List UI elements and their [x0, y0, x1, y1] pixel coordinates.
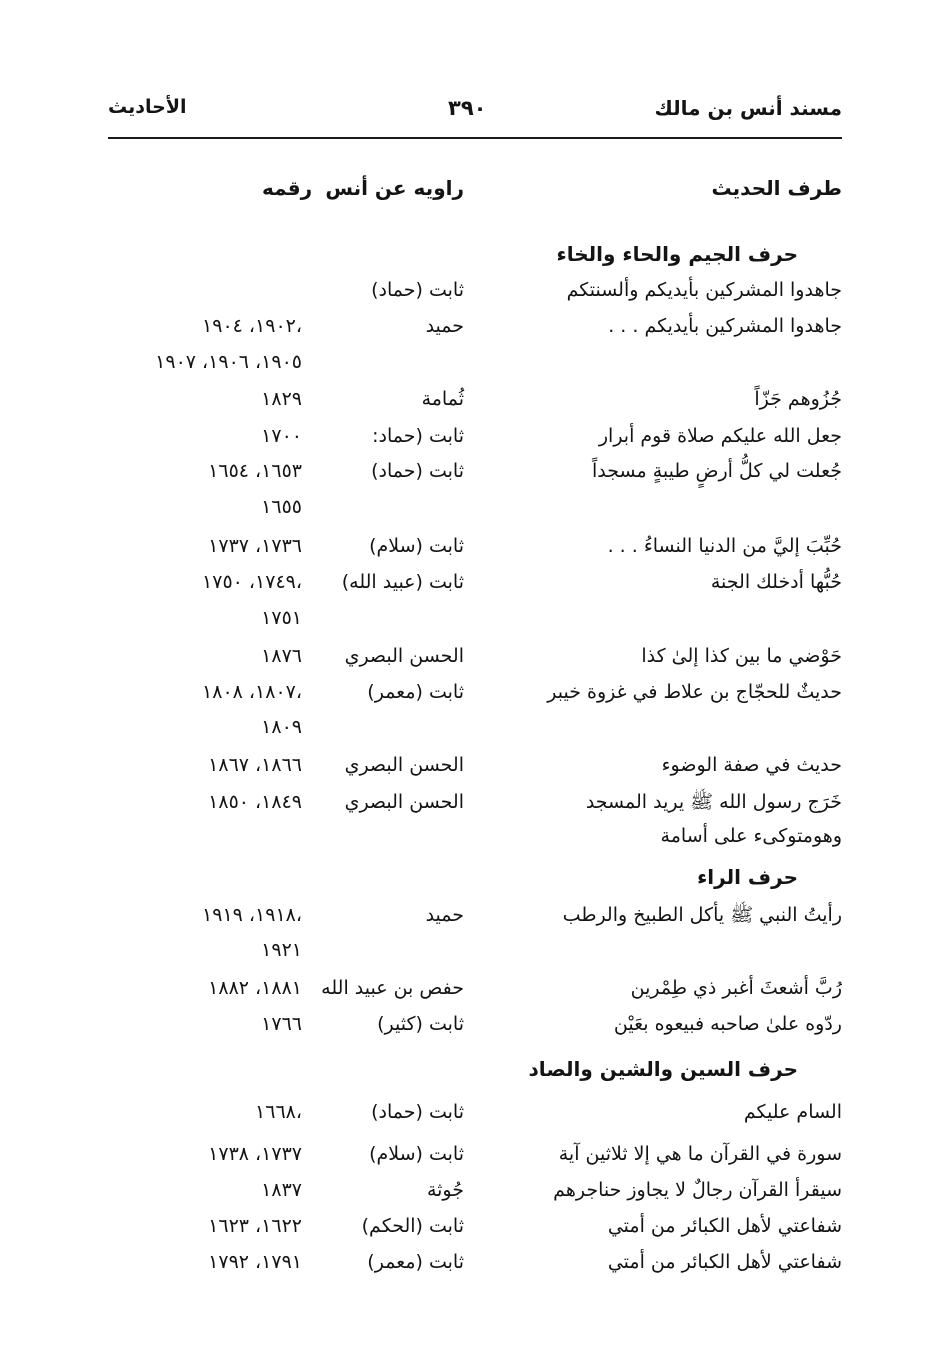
narrator-text: ثابت (حماد: — [372, 425, 464, 447]
narrator-text: حميد — [425, 904, 464, 926]
index-row — [0, 934, 948, 966]
hadith-text: حديث في صفة الوضوء — [661, 754, 842, 776]
narrator-text: جُوثة — [426, 1179, 464, 1201]
index-row — [0, 383, 948, 415]
narrator-text: ثابت (عبيد الله) — [341, 571, 464, 593]
index-row — [0, 640, 948, 672]
index-row — [0, 676, 948, 708]
narrator-text: ثابت (كثير) — [377, 1013, 464, 1035]
hadith-text: السام عليكم — [743, 1101, 842, 1123]
index-row — [0, 711, 948, 743]
section-heading-row — [0, 1053, 948, 1085]
hadith-number: ١٧٩١، ١٧٩٢ — [208, 1251, 302, 1273]
index-row — [0, 749, 948, 781]
hadith-text: خَرَج رسول الله ﷺ يريد المسجد — [585, 791, 842, 813]
index-row — [0, 491, 948, 523]
column-header-narrator: راويه عن أنس — [325, 176, 464, 200]
hadith-number: ١٩٠٢، ١٩٠٤، — [202, 315, 302, 337]
book-title: مسند أنس بن مالك — [654, 96, 842, 120]
hadith-number: ١٨٠٧، ١٨٠٨، — [202, 681, 302, 703]
index-row — [0, 1008, 948, 1040]
narrator-text: ثابت (معمر) — [367, 1251, 464, 1273]
hadith-number: ١٧٦٦ — [261, 1013, 302, 1035]
running-header — [108, 96, 842, 132]
hadith-number: ١٨٣٧ — [261, 1179, 302, 1201]
hadith-text: حديثٌ للحجّاج بن علاط في غزوة خيبر — [547, 681, 842, 703]
hadith-number: ١٨٤٩، ١٨٥٠ — [208, 791, 302, 813]
hadith-number: ١٦٥٥ — [261, 496, 302, 518]
narrator-text: ثابت (سلام) — [369, 535, 464, 557]
index-row — [0, 1096, 948, 1128]
section-heading-row — [0, 861, 948, 893]
narrator-text: الحسن البصري — [344, 645, 464, 667]
hadith-text: حُبُّها أدخلك الجنة — [710, 571, 842, 593]
hadith-text: جاهدوا المشركين بأيديكم . . . — [608, 315, 842, 337]
hadith-text: ردّوه علىٰ صاحبه فبيعوه بعَيْن — [613, 1013, 842, 1035]
hadith-number: ١٩٠٥، ١٩٠٦، ١٩٠٧ — [155, 351, 302, 373]
index-row — [0, 530, 948, 562]
hadith-number: ١٨٢٩ — [261, 388, 302, 410]
hadith-text: شفاعتي لأهل الكبائر من أمتي — [607, 1251, 842, 1273]
section-heading: حرف الجيم والحاء والخاء — [556, 242, 798, 266]
hadith-number: ١٦٦٨، — [255, 1101, 302, 1123]
hadith-text: جُزُوهم جَزّاً — [754, 388, 842, 410]
index-row — [0, 820, 948, 852]
hadith-text: حَوْضي ما بين كذا إلىٰ كذا — [641, 645, 842, 667]
hadith-number: ١٧٠٠ — [261, 425, 302, 447]
hadith-number: ١٧٥١ — [261, 607, 302, 629]
index-row — [0, 899, 948, 931]
index-row — [0, 1138, 948, 1170]
narrator-text: حميد — [425, 315, 464, 337]
hadith-number: ١٨٨١، ١٨٨٢ — [208, 977, 302, 999]
index-row — [0, 566, 948, 598]
hadith-text: رُبَّ أشعثَ أغبر ذي طِمْرين — [630, 977, 842, 999]
hadith-text: جاهدوا المشركين بأيديكم وألسنتكم — [566, 279, 842, 301]
narrator-text: الحسن البصري — [344, 754, 464, 776]
hadith-number: ١٦٢٢، ١٦٢٣ — [208, 1215, 302, 1237]
index-row — [0, 972, 948, 1004]
narrator-text: ثابت (حماد) — [371, 1101, 464, 1123]
hadith-number: ١٧٣٦، ١٧٣٧ — [208, 535, 302, 557]
index-row — [0, 786, 948, 818]
hadith-number: ١٨٦٦، ١٨٦٧ — [208, 754, 302, 776]
narrator-text: ثابت (معمر) — [367, 681, 464, 703]
hadith-number: ١٦٥٣، ١٦٥٤ — [208, 460, 302, 482]
header-rule — [108, 137, 842, 139]
hadith-text: حُبِّبَ إليَّ من الدنيا النساءُ . . . — [607, 535, 842, 557]
index-row — [0, 346, 948, 378]
hadith-number: ١٧٣٧، ١٧٣٨ — [208, 1143, 302, 1165]
column-header-hadith: طرف الحديث — [711, 176, 842, 200]
section-heading-row — [0, 238, 948, 270]
hadith-number: ١٧٤٩، ١٧٥٠، — [202, 571, 302, 593]
section-heading: حرف السين والشين والصاد — [528, 1057, 798, 1081]
index-row — [0, 1174, 948, 1206]
narrator-text: حفص بن عبيد الله — [321, 977, 464, 999]
hadith-text: وهومتوكىء على أسامة — [660, 825, 842, 847]
section-heading: حرف الراء — [697, 865, 798, 889]
index-row — [0, 455, 948, 487]
index-row — [0, 1210, 948, 1242]
hadith-number: ١٩٢١ — [261, 939, 302, 961]
narrator-text: ثابت (الحكم) — [361, 1215, 464, 1237]
narrator-text: الحسن البصري — [344, 791, 464, 813]
section-title: الأحاديث — [108, 96, 187, 118]
hadith-text: سورة في القرآن ما هي إلا ثلاثين آية — [558, 1143, 842, 1165]
index-row — [0, 420, 948, 452]
index-row — [0, 1246, 948, 1278]
hadith-number: ١٨٧٦ — [261, 645, 302, 667]
index-row — [0, 602, 948, 634]
hadith-text: رأيتُ النبي ﷺ يأكل الطبيخ والرطب — [562, 904, 842, 926]
hadith-number: ١٩١٨، ١٩١٩، — [202, 904, 302, 926]
narrator-text: ثابت (سلام) — [369, 1143, 464, 1165]
index-row — [0, 274, 948, 306]
hadith-text: جعل الله عليكم صلاة قوم أبرار — [598, 425, 842, 447]
hadith-text: جُعلت لي كلُّ أرضٍ طيبةٍ مسجداً — [592, 460, 842, 482]
narrator-text: ثابت (حماد) — [371, 279, 464, 301]
narrator-text: ثابت (حماد) — [371, 460, 464, 482]
column-header-number: رقمه — [262, 176, 313, 200]
hadith-text: شفاعتي لأهل الكبائر من أمتي — [607, 1215, 842, 1237]
narrator-text: ثُمامة — [421, 388, 464, 410]
index-row — [0, 310, 948, 342]
page-number: ٣٩٠ — [448, 96, 487, 120]
hadith-number: ١٨٠٩ — [261, 716, 302, 738]
hadith-text: سيقرأ القرآن رجالٌ لا يجاوز حناجرهم — [553, 1179, 842, 1201]
